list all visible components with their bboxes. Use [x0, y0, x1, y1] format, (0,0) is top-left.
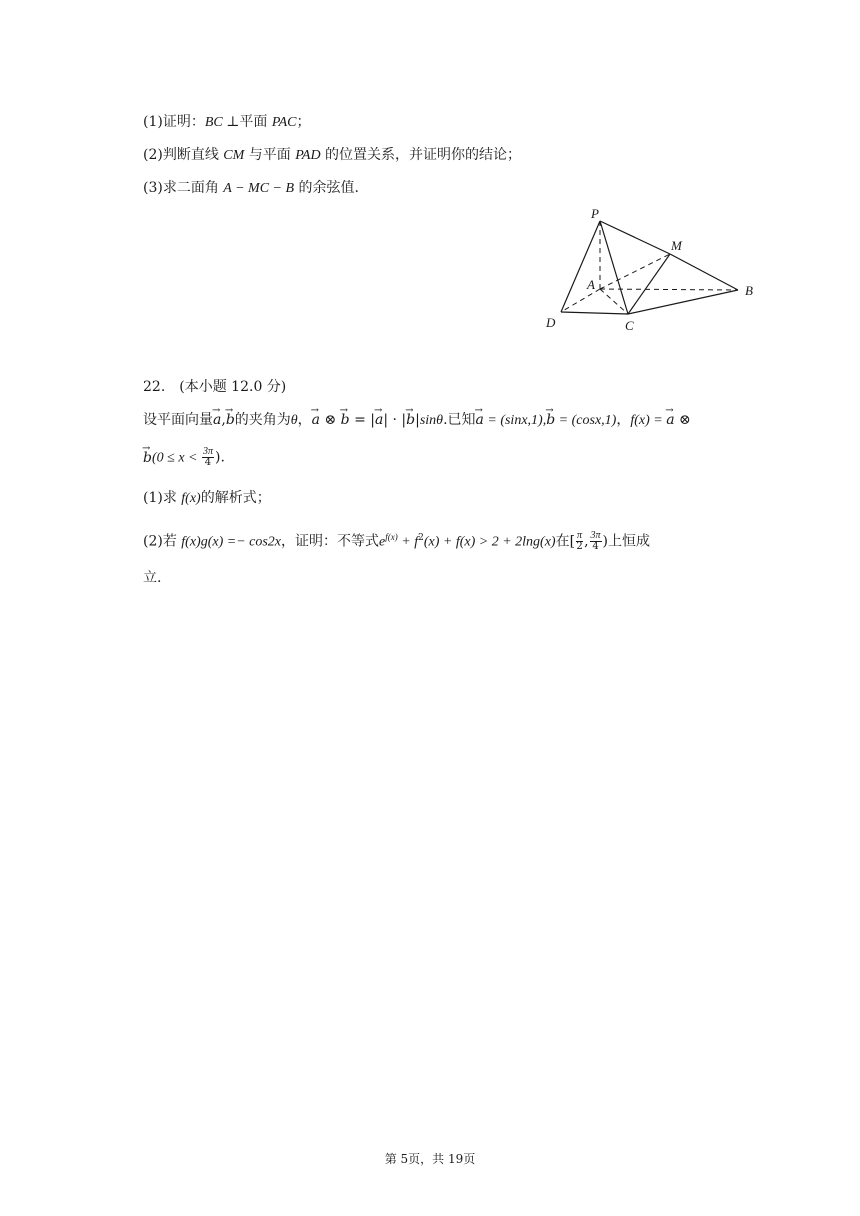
fraction-3pi-4: $\frac{3\pi}{4}$	[202, 446, 213, 468]
q21-part2: (2)判断直线 CM 与平面 PAD 的位置关系，并证明你的结论；	[143, 147, 522, 163]
label-C: C	[625, 318, 634, 333]
edge-CM	[628, 254, 670, 314]
fraction-3pi-4-b: $\frac{3\pi}{4}$	[590, 530, 601, 553]
q22-header: 22. (本小题 12.0 分)	[143, 379, 287, 395]
q22-part2-end: 立.	[143, 570, 162, 586]
edge-PC	[600, 221, 628, 314]
q22-part1: (1)求 f(x)的解析式；	[143, 490, 271, 506]
label-A: A	[587, 277, 595, 292]
label-B: B	[745, 283, 753, 298]
q21-part1: (1)证明：BC ⊥平面 PAC；	[143, 114, 311, 130]
label-P: P	[591, 206, 599, 221]
edge-MB	[670, 254, 738, 290]
pyramid-figure	[540, 200, 770, 340]
edge-PD	[561, 221, 600, 312]
edge-PM	[600, 221, 670, 254]
q22-part2: (2)若 f(x)g(x) =− cos2x，证明：不等式$e^{f(x)} + f^2(x) + f(x) > 2 + 2\ln g(x)$在[ $\frac{\pi}{2}$ , $\frac{3\pi}{4}$ )上恒成	[143, 530, 650, 553]
label-M: M	[671, 238, 682, 253]
q21-part3: (3)求二面角 A − MC − B 的余弦值.	[143, 180, 359, 196]
edge-AM	[600, 254, 670, 289]
label-D: D	[546, 315, 556, 330]
edge-CB	[628, 290, 738, 314]
q22-domain: → b(0 ≤ x < $\frac{3\pi}{4}$ ).	[143, 447, 225, 469]
edge-AD	[561, 289, 600, 312]
fraction-pi-2: $\frac{\pi}{2}$	[576, 530, 583, 553]
q22-definition: 设平面向量→ a,→ b的夹角为θ，→ a ⊗ → b = |→ a| · |→ b|sinθ.已知→ a = (sinx,1),→ b = (cosx,1)，f(x) = → a ⊗	[143, 410, 691, 431]
edge-DC	[561, 312, 628, 314]
page-footer: 第 5页，共 19页	[384, 1152, 476, 1166]
